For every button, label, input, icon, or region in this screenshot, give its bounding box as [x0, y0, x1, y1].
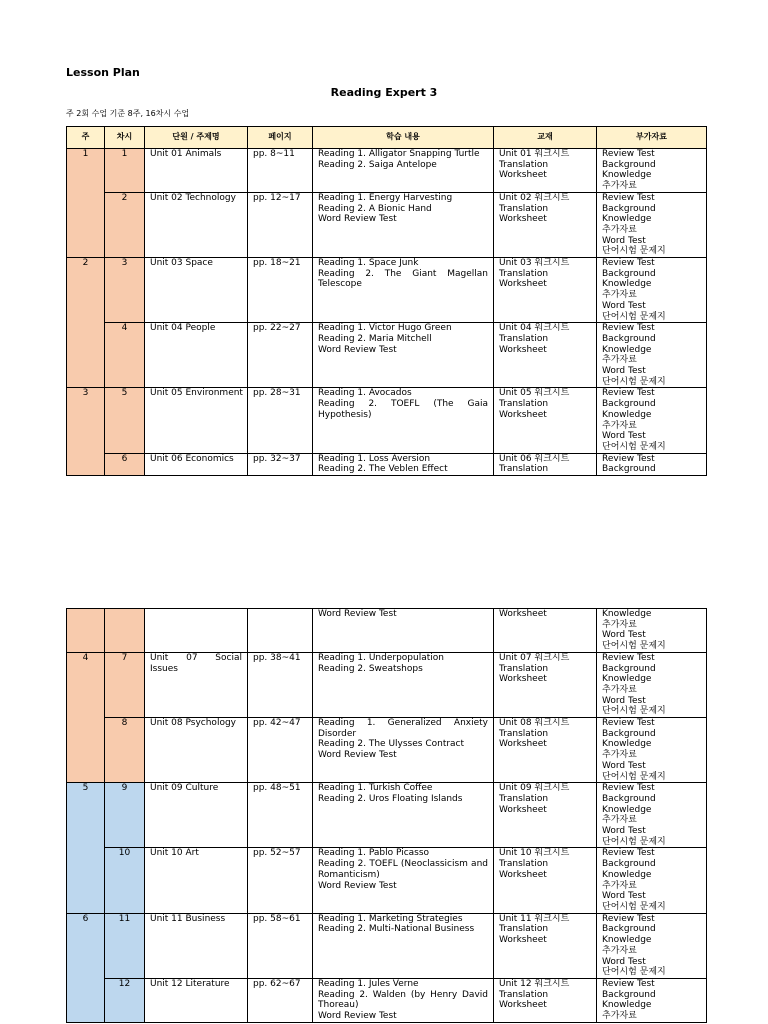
lesson-table-page-1	[66, 126, 707, 476]
content-line: Word Review Test	[318, 609, 397, 619]
extra-cell	[597, 323, 707, 388]
unit-cell	[145, 652, 248, 717]
page-range: pp. 62~67	[253, 978, 301, 989]
extra-line: Word Test	[602, 300, 646, 311]
extra-cell	[597, 258, 707, 323]
material-line: Translation	[499, 464, 549, 475]
content-cell	[313, 453, 494, 475]
content-cell	[313, 149, 494, 193]
table-row	[67, 718, 707, 783]
pages-cell	[248, 609, 313, 653]
class-cell	[105, 453, 145, 475]
extra-line: Review Test	[602, 453, 655, 464]
unit-cell	[145, 192, 248, 257]
header-class: 차시	[105, 127, 145, 149]
material-line: Translation	[499, 159, 549, 170]
unit-cell	[145, 149, 248, 193]
extra-line: Review Test	[602, 718, 655, 729]
pages-cell	[248, 258, 313, 323]
extra-line: Review Test	[602, 258, 655, 269]
material-line: Translation	[499, 793, 549, 804]
extra-line: Background	[602, 728, 656, 739]
table-row	[67, 388, 707, 453]
class-cell	[105, 978, 145, 1022]
schedule-note: 주 2회 수업 기준 8주, 16차시 수업	[66, 109, 190, 118]
extra-line: Word Test	[602, 760, 646, 771]
content-line: Reading 1. Loss Aversion	[318, 453, 431, 464]
page-range: pp. 18~21	[253, 258, 301, 269]
page-range: pp. 32~37	[253, 453, 301, 464]
unit-title: Unit 03 Space	[150, 258, 213, 269]
class-number: 10	[118, 848, 131, 859]
extra-line: Knowledge	[602, 674, 652, 685]
content-line: Reading 2. The Giant Magellan Telescope	[318, 268, 488, 290]
extra-line: 추가자료	[602, 815, 637, 826]
content-cell	[313, 783, 494, 848]
header-material: 교재	[494, 127, 597, 149]
content-cell	[313, 652, 494, 717]
content-line: Reading 1. Underpopulation	[318, 652, 444, 663]
pages-cell	[248, 783, 313, 848]
content-line: Word Review Test	[318, 344, 397, 355]
extra-line: Knowledge	[602, 609, 652, 619]
pages-cell	[248, 718, 313, 783]
extra-line: Word Test	[602, 695, 646, 706]
material-line: Unit 02 워크시트	[499, 192, 570, 203]
table-row	[67, 258, 707, 323]
extra-line: Knowledge	[602, 344, 652, 355]
content-line: Reading 2. Maria Mitchell	[318, 333, 432, 344]
pages-cell	[248, 192, 313, 257]
extra-cell	[597, 913, 707, 978]
header-unit: 단원 / 주제명	[145, 127, 248, 149]
extra-cell	[597, 652, 707, 717]
unit-cell	[145, 609, 248, 653]
content-line: Reading 2. Walden (by Henry David Thoreau)	[318, 989, 488, 1011]
pages-cell	[248, 913, 313, 978]
material-line: Unit 06 워크시트	[499, 453, 570, 464]
material-line: Unit 10 워크시트	[499, 848, 570, 859]
extra-line: Knowledge	[602, 739, 652, 750]
extra-line: Review Test	[602, 978, 655, 989]
material-line: Translation	[499, 924, 549, 935]
header-pages: 페이지	[248, 127, 313, 149]
extra-line: Knowledge	[602, 279, 652, 290]
extra-line: Background	[602, 924, 656, 935]
lesson-table-page-2	[66, 608, 707, 1023]
content-line: Word Review Test	[318, 750, 397, 761]
extra-line: Review Test	[602, 913, 655, 924]
extra-line: 단어시험 문제지	[602, 771, 666, 782]
extra-cell	[597, 192, 707, 257]
week-cell	[67, 388, 105, 476]
material-line: Translation	[499, 728, 549, 739]
unit-cell	[145, 258, 248, 323]
material-line: Worksheet	[499, 214, 547, 225]
extra-line: Word Test	[602, 891, 646, 902]
content-line: Reading 2. The Veblen Effect	[318, 464, 448, 475]
week-cell	[67, 258, 105, 388]
page-range: pp. 38~41	[253, 652, 301, 663]
material-line: Unit 12 워크시트	[499, 978, 570, 989]
content-line: Reading 2. Sweatshops	[318, 663, 423, 674]
material-line: Translation	[499, 203, 549, 214]
unit-cell	[145, 323, 248, 388]
unit-cell	[145, 978, 248, 1022]
material-cell	[494, 609, 597, 653]
material-line: Worksheet	[499, 935, 547, 946]
header-week: 주	[67, 127, 105, 149]
table-row	[67, 913, 707, 978]
extra-line: 단어시험 문제지	[602, 967, 666, 978]
extra-line: Word Test	[602, 431, 646, 442]
unit-cell	[145, 913, 248, 978]
content-line: Reading 2. TOEFL (The Gaia Hypothesis)	[318, 399, 488, 420]
header-extra: 부가자료	[597, 127, 707, 149]
material-line: Translation	[499, 859, 549, 870]
unit-cell	[145, 848, 248, 913]
content-cell	[313, 609, 494, 653]
extra-line: 단어시험 문제지	[602, 376, 666, 387]
extra-cell	[597, 453, 707, 475]
extra-line: 추가자료	[602, 290, 637, 301]
material-line: Unit 01 워크시트	[499, 149, 570, 159]
content-line: Reading 1. Turkish Coffee	[318, 783, 433, 794]
extra-line: 추가자료	[602, 619, 637, 630]
extra-cell	[597, 978, 707, 1022]
extra-line: Background	[602, 793, 656, 804]
class-number: 7	[121, 652, 128, 663]
material-cell	[494, 323, 597, 388]
extra-cell	[597, 848, 707, 913]
week-number: 6	[82, 913, 89, 924]
content-line: Reading 1. Generalized Anxiety Disorder	[318, 718, 488, 739]
week-number: 3	[82, 388, 89, 399]
extra-line: 단어시험 문제지	[602, 311, 666, 322]
content-line: Reading 1. Jules Verne	[318, 978, 419, 989]
week-cell	[67, 783, 105, 913]
header-content: 학습 내용	[313, 127, 494, 149]
week-cell	[67, 652, 105, 782]
extra-line: 추가자료	[602, 355, 637, 366]
class-number: 3	[121, 258, 128, 269]
content-cell	[313, 913, 494, 978]
week-cell	[67, 609, 105, 653]
week-number: 5	[82, 783, 89, 794]
extra-line: Knowledge	[602, 1000, 652, 1011]
pages-cell	[248, 388, 313, 453]
content-line: Reading 2. The Ulysses Contract	[318, 739, 465, 750]
material-cell	[494, 652, 597, 717]
content-cell	[313, 978, 494, 1022]
content-line: Reading 2. Multi-National Business	[318, 924, 475, 935]
material-line: Translation	[499, 333, 549, 344]
extra-line: 추가자료	[602, 1011, 637, 1022]
unit-title: Unit 04 People	[150, 323, 216, 334]
content-line: Reading 1. Avocados	[318, 388, 412, 399]
content-line: Reading 1. Alligator Snapping Turtle	[318, 149, 480, 159]
content-line: Reading 2. Saiga Antelope	[318, 159, 437, 170]
material-cell	[494, 913, 597, 978]
class-cell	[105, 783, 145, 848]
content-line: Reading 2. Uros Floating Islands	[318, 793, 463, 804]
material-cell	[494, 978, 597, 1022]
material-cell	[494, 149, 597, 193]
material-line: Translation	[499, 399, 549, 410]
extra-line: Background	[602, 989, 656, 1000]
class-cell	[105, 848, 145, 913]
page-range: pp. 8~11	[253, 149, 295, 159]
extra-line: 추가자료	[602, 420, 637, 431]
unit-title: Unit 06 Economics	[150, 453, 234, 464]
extra-line: Review Test	[602, 149, 655, 159]
extra-line: Knowledge	[602, 869, 652, 880]
extra-line: Word Test	[602, 366, 646, 377]
unit-cell	[145, 388, 248, 453]
pages-cell	[248, 848, 313, 913]
unit-title: Unit 09 Culture	[150, 783, 219, 794]
content-line: Reading 1. Space Junk	[318, 258, 419, 269]
class-number: 1	[121, 149, 128, 159]
extra-line: 추가자료	[602, 181, 637, 192]
unit-title: Unit 08 Psychology	[150, 718, 236, 729]
unit-cell	[145, 453, 248, 475]
material-line: Unit 05 워크시트	[499, 388, 570, 399]
page-range: pp. 42~47	[253, 718, 301, 729]
material-cell	[494, 388, 597, 453]
material-line: Worksheet	[499, 869, 547, 880]
extra-line: 추가자료	[602, 945, 637, 956]
material-line: Worksheet	[499, 344, 547, 355]
pages-cell	[248, 453, 313, 475]
class-number: 4	[121, 323, 128, 334]
class-cell	[105, 149, 145, 193]
extra-cell	[597, 609, 707, 653]
extra-line: Knowledge	[602, 409, 652, 420]
material-line: Translation	[499, 268, 549, 279]
material-cell	[494, 718, 597, 783]
extra-line: Knowledge	[602, 170, 652, 181]
content-line: Reading 2. TOEFL (Neoclassicism and Romanticism)	[318, 859, 488, 880]
table-row	[67, 783, 707, 848]
extra-line: Review Test	[602, 388, 655, 399]
material-line: Worksheet	[499, 674, 547, 685]
unit-title: Unit 11 Business	[150, 913, 226, 924]
content-cell	[313, 388, 494, 453]
extra-line: 단어시험 문제지	[602, 836, 666, 847]
table-row	[67, 192, 707, 257]
class-number: 6	[121, 453, 128, 464]
content-cell	[313, 258, 494, 323]
material-line: Worksheet	[499, 1000, 547, 1011]
class-cell	[105, 258, 145, 323]
class-number: 12	[118, 978, 131, 989]
material-line: Translation	[499, 989, 549, 1000]
page-range: pp. 58~61	[253, 913, 301, 924]
pages-cell	[248, 978, 313, 1022]
table-header-row	[67, 127, 707, 149]
page-range: pp. 22~27	[253, 323, 301, 334]
extra-line: 단어시험 문제지	[602, 641, 666, 652]
extra-line: 단어시험 문제지	[602, 901, 666, 912]
material-line: Unit 07 워크시트	[499, 652, 570, 663]
extra-line: Word Test	[602, 826, 646, 837]
unit-title: Unit 02 Technology	[150, 192, 236, 203]
week-number: 1	[82, 149, 89, 159]
extra-line: Word Test	[602, 956, 646, 967]
extra-line: Background	[602, 859, 656, 870]
content-line: Word Review Test	[318, 214, 397, 225]
page-range: pp. 28~31	[253, 388, 301, 399]
extra-line: Background	[602, 399, 656, 410]
extra-line: Background	[602, 333, 656, 344]
table-row	[67, 978, 707, 1022]
material-line: Translation	[499, 663, 549, 674]
pages-cell	[248, 149, 313, 193]
extra-line: Word Test	[602, 235, 646, 246]
table-row	[67, 149, 707, 193]
content-line: Reading 1. Marketing Strategies	[318, 913, 463, 924]
material-line: Worksheet	[499, 409, 547, 420]
material-line: Unit 04 워크시트	[499, 323, 570, 334]
table-row	[67, 609, 707, 653]
class-number: 8	[121, 718, 128, 729]
extra-line: 단어시험 문제지	[602, 246, 666, 257]
class-cell	[105, 913, 145, 978]
material-cell	[494, 848, 597, 913]
table-row	[67, 848, 707, 913]
material-cell	[494, 192, 597, 257]
page-range: pp. 52~57	[253, 848, 301, 859]
unit-cell	[145, 718, 248, 783]
material-line: Worksheet	[499, 739, 547, 750]
extra-line: Review Test	[602, 783, 655, 794]
extra-cell	[597, 149, 707, 193]
material-cell	[494, 783, 597, 848]
material-line: Worksheet	[499, 170, 547, 181]
extra-line: Knowledge	[602, 804, 652, 815]
content-line: Word Review Test	[318, 880, 397, 891]
unit-title: Unit 12 Literature	[150, 978, 230, 989]
material-cell	[494, 258, 597, 323]
extra-line: Review Test	[602, 323, 655, 334]
content-cell	[313, 718, 494, 783]
extra-line: 추가자료	[602, 684, 637, 695]
material-line: Unit 03 워크시트	[499, 258, 570, 269]
extra-line: 추가자료	[602, 750, 637, 761]
material-cell	[494, 453, 597, 475]
class-number: 11	[118, 913, 131, 924]
table-row	[67, 652, 707, 717]
week-number: 2	[82, 258, 89, 269]
extra-cell	[597, 783, 707, 848]
extra-line: Background	[602, 268, 656, 279]
extra-cell	[597, 718, 707, 783]
extra-line: Knowledge	[602, 214, 652, 225]
table-row	[67, 453, 707, 475]
extra-line: 단어시험 문제지	[602, 441, 666, 452]
page-range: pp. 48~51	[253, 783, 301, 794]
content-line: Reading 2. A Bionic Hand	[318, 203, 432, 214]
extra-line: Background	[602, 663, 656, 674]
material-line: Worksheet	[499, 609, 547, 619]
unit-title: Unit 05 Environment	[150, 388, 243, 399]
unit-title: Unit 07 Social Issues	[150, 652, 242, 674]
content-line: Reading 1. Victor Hugo Green	[318, 323, 452, 334]
document-title: Lesson Plan	[66, 66, 140, 79]
extra-line: Review Test	[602, 848, 655, 859]
pages-cell	[248, 652, 313, 717]
class-cell	[105, 388, 145, 453]
content-cell	[313, 323, 494, 388]
content-line: Word Review Test	[318, 1011, 397, 1022]
material-line: Unit 08 워크시트	[499, 718, 570, 729]
extra-line: Review Test	[602, 652, 655, 663]
week-number: 4	[82, 652, 89, 663]
document-subtitle: Reading Expert 3	[330, 86, 438, 99]
extra-cell	[597, 388, 707, 453]
material-line: Unit 11 워크시트	[499, 913, 570, 924]
unit-cell	[145, 783, 248, 848]
material-line: Worksheet	[499, 804, 547, 815]
pages-cell	[248, 323, 313, 388]
extra-line: 추가자료	[602, 224, 637, 235]
class-cell	[105, 718, 145, 783]
material-line: Unit 09 워크시트	[499, 783, 570, 794]
content-line: Reading 1. Energy Harvesting	[318, 192, 453, 203]
class-cell	[105, 609, 145, 653]
class-cell	[105, 192, 145, 257]
material-line: Worksheet	[499, 279, 547, 290]
week-cell	[67, 913, 105, 1022]
extra-line: Background	[602, 203, 656, 214]
class-number: 9	[121, 783, 128, 794]
unit-title: Unit 10 Art	[150, 848, 199, 859]
content-cell	[313, 192, 494, 257]
extra-line: Word Test	[602, 630, 646, 641]
class-number: 5	[121, 388, 128, 399]
extra-line: Background	[602, 464, 656, 475]
class-cell	[105, 652, 145, 717]
extra-line: 추가자료	[602, 880, 637, 891]
class-number: 2	[121, 192, 128, 203]
class-cell	[105, 323, 145, 388]
content-cell	[313, 848, 494, 913]
extra-line: Background	[602, 159, 656, 170]
extra-line: 단어시험 문제지	[602, 706, 666, 717]
page-range: pp. 12~17	[253, 192, 301, 203]
week-cell	[67, 149, 105, 258]
table-row	[67, 323, 707, 388]
extra-line: Knowledge	[602, 935, 652, 946]
extra-line: Review Test	[602, 192, 655, 203]
content-line: Reading 1. Pablo Picasso	[318, 848, 430, 859]
unit-title: Unit 01 Animals	[150, 149, 222, 159]
